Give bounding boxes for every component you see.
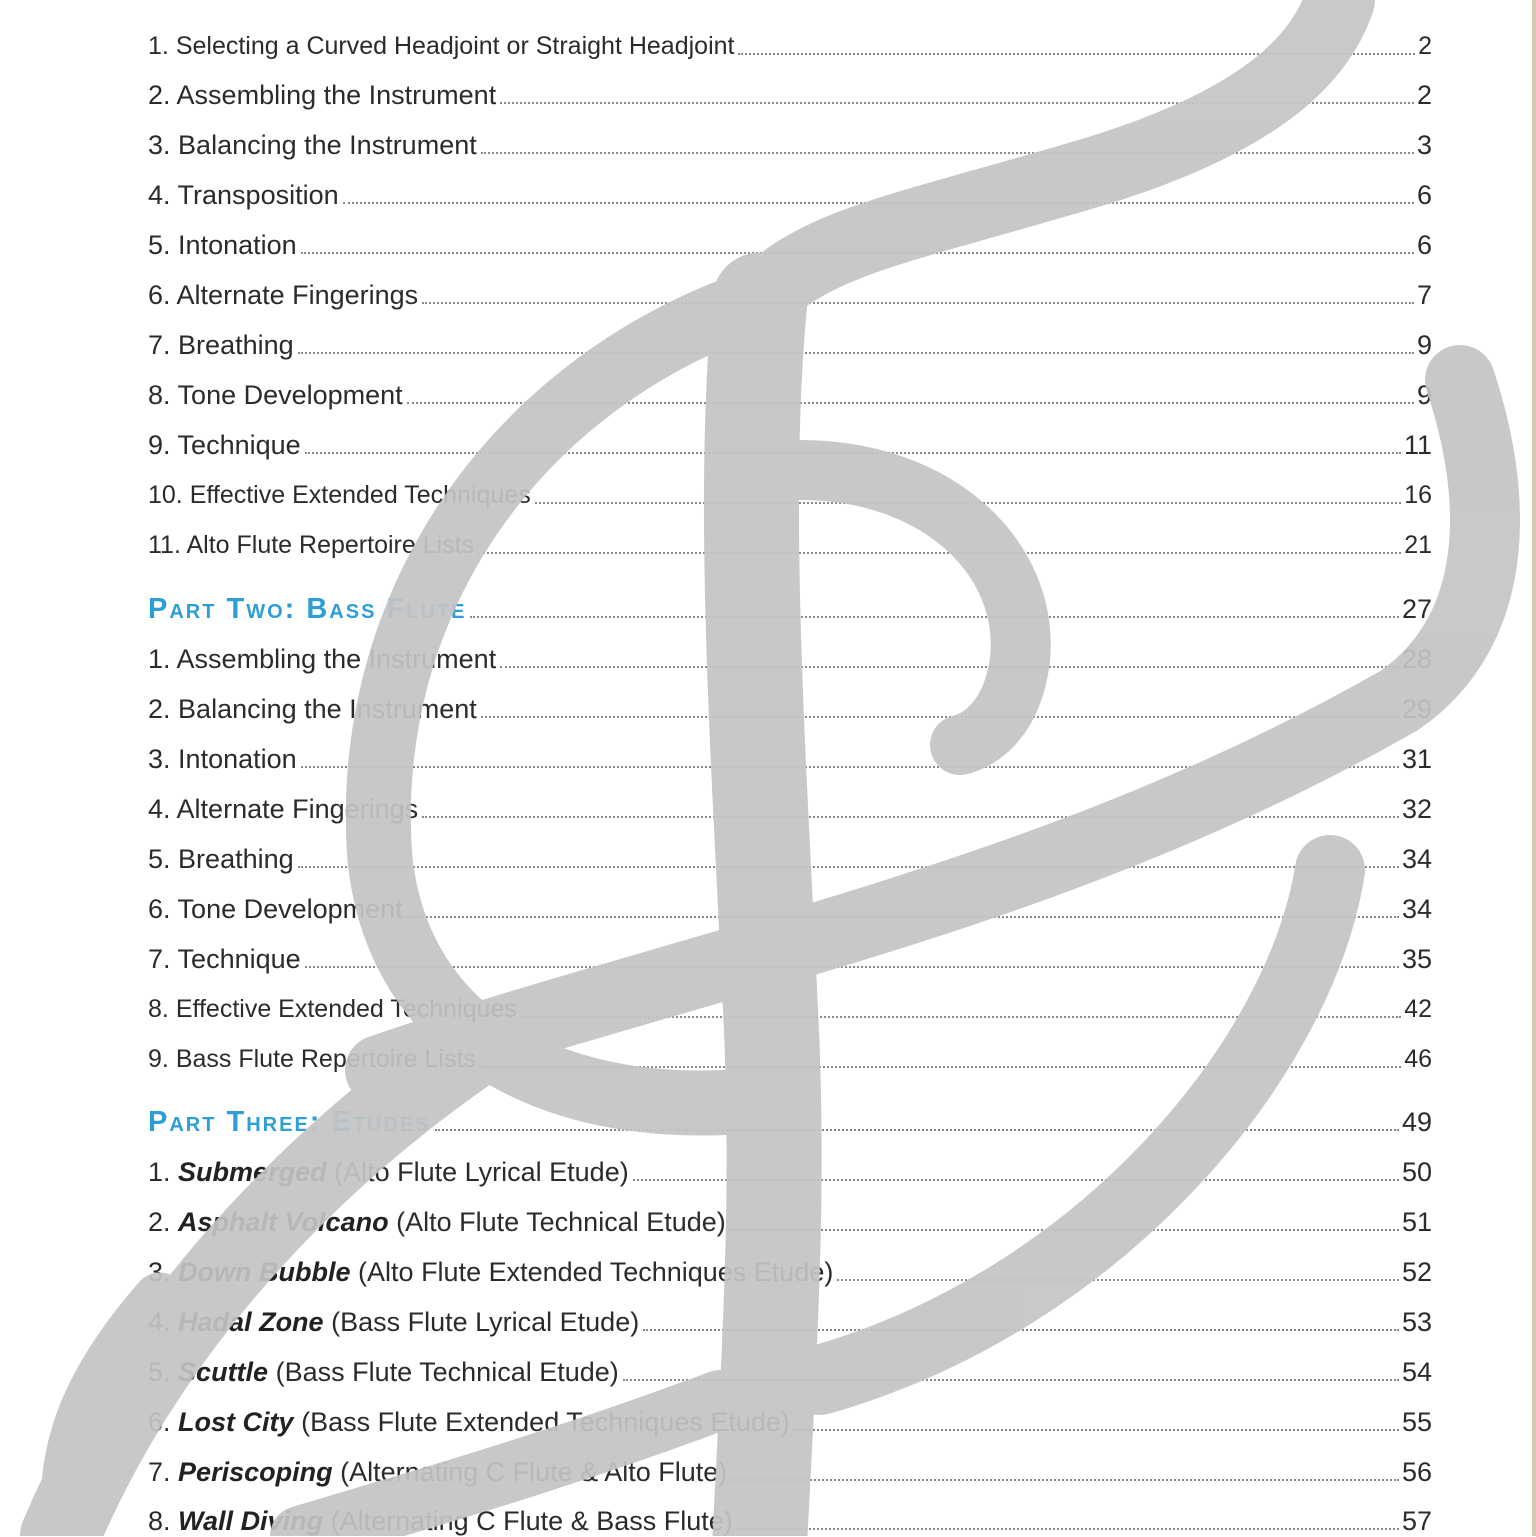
page-number: 31 — [1401, 744, 1432, 774]
entry-title: Tone Development — [177, 894, 403, 924]
page-number: 7 — [1416, 280, 1432, 310]
page-edge — [1532, 0, 1536, 1536]
toc-entry[interactable]: 6. Tone Development 34 — [148, 894, 1432, 924]
page-number: 9 — [1416, 330, 1432, 360]
etude-description: (Bass Flute Extended Techniques Etude) — [301, 1407, 790, 1437]
dot-leader — [535, 502, 1401, 504]
dot-leader — [623, 1379, 1399, 1381]
page-number: 51 — [1401, 1207, 1432, 1237]
toc-entry[interactable]: 8. Effective Extended Techniques 42 — [148, 995, 1432, 1023]
etude-description: (Alto Flute Lyrical Etude) — [334, 1157, 629, 1187]
page-number: 16 — [1404, 481, 1432, 509]
etude-description: (Alternating C Flute & Alto Flute) — [340, 1457, 728, 1487]
toc-entry[interactable]: 5. Breathing 34 — [148, 844, 1432, 874]
page-number: 32 — [1401, 794, 1432, 824]
etude-description: (Bass Flute Lyrical Etude) — [331, 1307, 640, 1337]
dot-leader — [521, 1016, 1401, 1018]
toc-entry[interactable]: 3. Intonation 31 — [148, 744, 1432, 774]
entry-title: Alto Flute Repertoire Lists — [186, 531, 475, 559]
page-number: 53 — [1401, 1307, 1432, 1337]
entry-title: Alternate Fingerings — [176, 794, 419, 824]
toc-entry[interactable]: 11. Alto Flute Repertoire Lists 21 — [148, 531, 1432, 559]
dot-leader — [837, 1279, 1399, 1281]
entry-title: Effective Extended Techniques — [175, 995, 517, 1023]
dot-leader — [407, 402, 1414, 404]
page-number: 34 — [1401, 844, 1432, 874]
toc-entry[interactable]: 1. Assembling the Instrument 28 — [148, 644, 1432, 674]
toc-entry[interactable]: 7. Periscoping (Alternating C Flute & Alto Flute) 56 — [148, 1457, 1432, 1487]
etude-name: Periscoping — [178, 1457, 333, 1487]
toc-entry[interactable]: 7. Technique 35 — [148, 944, 1432, 974]
page-number: 11 — [1403, 430, 1432, 460]
entry-title: Intonation — [178, 230, 297, 260]
toc-entry[interactable]: 6. Lost City (Bass Flute Extended Techniques Etude) 55 — [148, 1407, 1432, 1437]
etude-description: (Alto Flute Extended Techniques Etude) — [358, 1257, 834, 1287]
page-number: 21 — [1404, 531, 1432, 559]
etude-name: Wall Diving — [178, 1506, 324, 1536]
dot-leader — [343, 202, 1414, 204]
page-number: 34 — [1401, 894, 1432, 924]
entry-title: Assembling the Instrument — [176, 80, 497, 110]
toc-entry[interactable]: 6. Alternate Fingerings 7 — [148, 280, 1432, 310]
toc-entry[interactable]: 5. Scuttle (Bass Flute Technical Etude) 54 — [148, 1357, 1432, 1387]
entry-title: Breathing — [178, 330, 294, 360]
page-number: 6 — [1416, 180, 1432, 210]
page-number: 42 — [1404, 995, 1432, 1023]
dot-leader — [737, 1528, 1399, 1530]
page-number: 55 — [1401, 1407, 1432, 1437]
toc-entry[interactable]: 5. Intonation 6 — [148, 230, 1432, 260]
table-of-contents — [148, 0, 1432, 1536]
entry-title: Balancing the Instrument — [178, 130, 477, 160]
dot-leader — [481, 152, 1414, 154]
dot-leader — [305, 452, 1401, 454]
dot-leader — [422, 816, 1399, 818]
page-number: 9 — [1416, 380, 1432, 410]
page-number: 54 — [1401, 1357, 1432, 1387]
page-number: 2 — [1416, 80, 1432, 110]
toc-entry[interactable]: 1. Selecting a Curved Headjoint or Straight Headjoint 2 — [148, 32, 1432, 60]
entry-title: Effective Extended Techniques — [189, 481, 531, 509]
dot-leader — [422, 302, 1414, 304]
toc-entry[interactable]: 3. Down Bubble (Alto Flute Extended Techniques Etude) 52 — [148, 1257, 1432, 1287]
dot-leader — [480, 1066, 1401, 1068]
etude-description: (Alto Flute Technical Etude) — [396, 1207, 726, 1237]
entry-title: Assembling the Instrument — [176, 644, 497, 674]
toc-entry[interactable]: 4. Transposition 6 — [148, 180, 1432, 210]
toc-entry[interactable]: 9. Bass Flute Repertoire Lists 46 — [148, 1045, 1432, 1073]
etude-name: Asphalt Volcano — [178, 1207, 389, 1237]
toc-entry[interactable]: 1. Submerged (Alto Flute Lyrical Etude) 50 — [148, 1157, 1432, 1187]
entry-title: Technique — [177, 430, 301, 460]
page-number: 29 — [1401, 694, 1432, 724]
etude-name: Submerged — [178, 1157, 327, 1187]
entry-title: Breathing — [178, 844, 294, 874]
toc-entry[interactable]: 2. Assembling the Instrument 2 — [148, 80, 1432, 110]
dot-leader — [298, 866, 1399, 868]
dot-leader — [730, 1229, 1399, 1231]
page-number: 35 — [1401, 944, 1432, 974]
entry-title: Selecting a Curved Headjoint or Straight Headjoint — [175, 32, 735, 60]
page-number: 49 — [1401, 1107, 1432, 1137]
dot-leader — [301, 252, 1414, 254]
entry-title: Transposition — [177, 180, 339, 210]
part-two-heading[interactable] — [148, 585, 1432, 625]
page-number: 28 — [1401, 644, 1432, 674]
section-heading: Part Three: Etudes — [148, 1106, 431, 1138]
entry-title: Technique — [177, 944, 301, 974]
etude-description: (Alternating C Flute & Bass Flute) — [330, 1506, 733, 1536]
dot-leader — [738, 53, 1415, 55]
page-number: 2 — [1418, 32, 1432, 60]
etude-description: (Bass Flute Technical Etude) — [275, 1357, 619, 1387]
section-heading: Part Two: Bass Flute — [148, 593, 467, 625]
etude-name: Down Bubble — [178, 1257, 351, 1287]
toc-entry[interactable]: 8. Tone Development 9 — [148, 380, 1432, 410]
dot-leader — [435, 1129, 1399, 1131]
toc-entry[interactable]: 3. Balancing the Instrument 3 — [148, 130, 1432, 160]
part-three-heading[interactable] — [148, 1098, 1432, 1138]
toc-entry[interactable]: 8. Wall Diving (Alternating C Flute & Bass Flute) 57 — [148, 1506, 1432, 1536]
page-number: 50 — [1401, 1157, 1432, 1187]
dot-leader — [500, 102, 1414, 104]
etude-name: Hadal Zone — [178, 1307, 324, 1337]
entry-title: Intonation — [178, 744, 297, 774]
dot-leader — [478, 552, 1401, 554]
entry-title: Balancing the Instrument — [178, 694, 477, 724]
toc-entry[interactable]: 9. Technique 11 — [148, 430, 1432, 460]
etude-name: Scuttle — [178, 1357, 269, 1387]
toc-entry[interactable]: 4. Alternate Fingerings 32 — [148, 794, 1432, 824]
page-number: 56 — [1401, 1457, 1432, 1487]
page-number: 27 — [1401, 594, 1432, 624]
entry-title: Bass Flute Repertoire Lists — [175, 1045, 476, 1073]
dot-leader — [633, 1179, 1399, 1181]
dot-leader — [298, 352, 1414, 354]
dot-leader — [794, 1429, 1399, 1431]
dot-leader — [301, 766, 1399, 768]
dot-leader — [643, 1329, 1399, 1331]
dot-leader — [481, 716, 1399, 718]
entry-title: Tone Development — [177, 380, 403, 410]
dot-leader — [305, 966, 1399, 968]
etude-name: Lost City — [178, 1407, 294, 1437]
toc-entry[interactable]: 7. Breathing 9 — [148, 330, 1432, 360]
page-number: 6 — [1416, 230, 1432, 260]
page-number: 46 — [1404, 1045, 1432, 1073]
entry-title: Alternate Fingerings — [176, 280, 419, 310]
page-number: 52 — [1401, 1257, 1432, 1287]
toc-entry[interactable]: 4. Hadal Zone (Bass Flute Lyrical Etude) 53 — [148, 1307, 1432, 1337]
dot-leader — [500, 666, 1399, 668]
toc-entry[interactable]: 2. Balancing the Instrument 29 — [148, 694, 1432, 724]
toc-entry[interactable]: 2. Asphalt Volcano (Alto Flute Technical Etude) 51 — [148, 1207, 1432, 1237]
page-number: 3 — [1416, 130, 1432, 160]
dot-leader — [731, 1479, 1399, 1481]
dot-leader — [407, 916, 1399, 918]
toc-entry[interactable]: 10. Effective Extended Techniques 16 — [148, 481, 1432, 509]
dot-leader — [470, 616, 1399, 618]
page-number: 57 — [1401, 1506, 1432, 1536]
